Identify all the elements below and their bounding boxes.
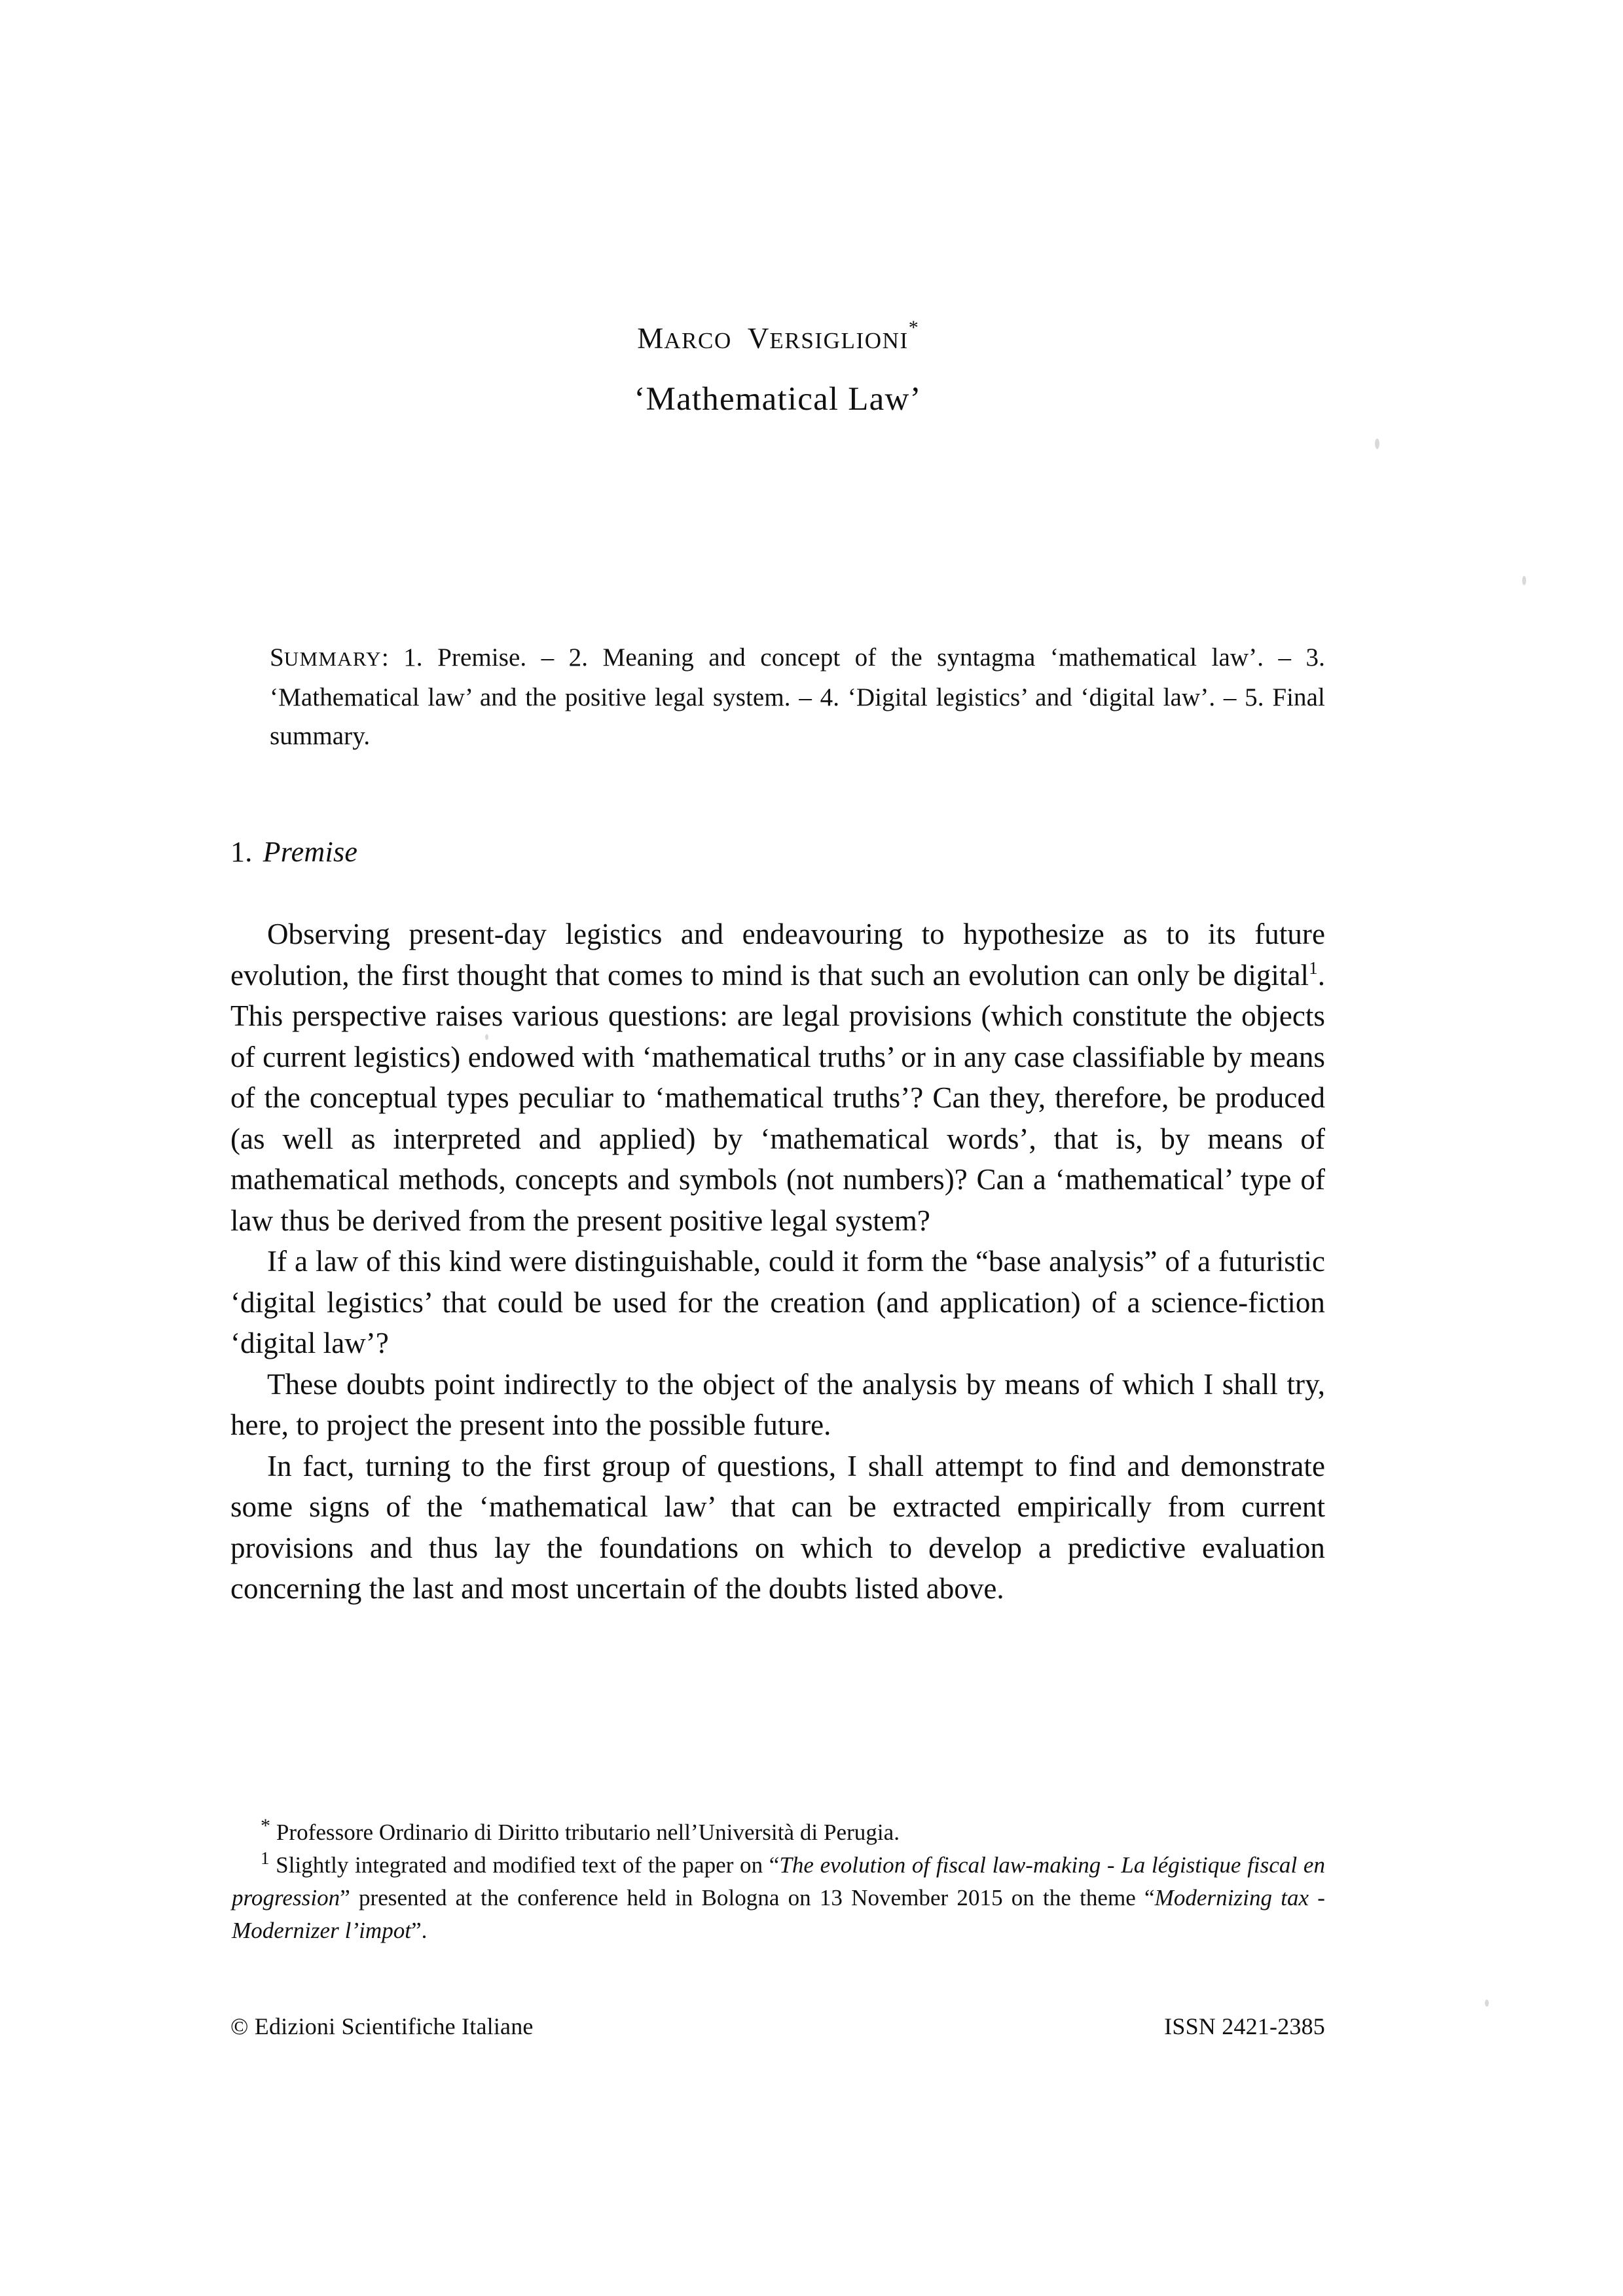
paragraph-2: If a law of this kind were distinguishable, could it form the “base analysis” of a futuristic ‘digital legistics’ that could be used for the creation (and application) of a science-fiction ‘digital law’?: [230, 1245, 1325, 1359]
footnote-star-marker: *: [261, 1815, 271, 1837]
summary-block: [270, 638, 1325, 755]
page-footer: [230, 2013, 1325, 2040]
section-title: Premise: [263, 836, 358, 868]
author-initial-versiglioni: [748, 322, 770, 355]
summary-label-rest: UMMARY: [283, 647, 382, 670]
footnote-1-marker: 1: [261, 1848, 270, 1868]
footnote-1-text-middle: ” presented at the conference held in Bologna on 13 November 2015 on the theme “: [340, 1885, 1155, 1910]
scan-speckle: [1375, 439, 1379, 449]
footnote-star: [232, 1816, 1325, 1849]
footnote-1-text-after: ”.: [411, 1918, 428, 1943]
footnotes-block: [232, 1816, 1325, 1947]
footnote-1: [232, 1849, 1325, 1947]
page-content-column: [230, 0, 1325, 2296]
footer-publisher: © Edizioni Scientifiche Italiane: [230, 2013, 534, 2039]
body-text: [230, 914, 1325, 1609]
section-heading-premise: [230, 836, 357, 868]
author-name: [230, 318, 1325, 353]
scan-speckle: [1485, 2000, 1489, 2007]
footnote-reference-1[interactable]: 1: [1309, 958, 1318, 978]
footnote-star-text: Professore Ordinario di Diritto tributario nell’Università di Perugia.: [270, 1820, 900, 1845]
footnote-1-paper-title: The evolution of fiscal law-making - La légistique fiscal en progression: [232, 1852, 1325, 1910]
author-rest-versiglioni: ERSIGLIONI: [769, 328, 909, 353]
author-initial-marco: M: [637, 322, 665, 355]
title-block: [230, 318, 1325, 418]
paragraph-1-part-2: . This perspective raises various questions: are legal provisions (which constitute the objects of current legistics) endowed with ‘mathematical truths’ or in any case classifiable by means of the conceptual types peculiar to ‘mathematical truths’? Can they, therefore, be produced (as well as interpreted and applied) by ‘mathematical words’, that is, by means of mathematical methods, concepts and symbols (not numbers)? Can a ‘mathematical’ type of law thus be derived from the present positive legal system?: [230, 958, 1325, 1237]
author-rest-marco: ARCO: [664, 328, 732, 353]
author-initial-v-letter: V: [747, 322, 770, 355]
scan-speckle: [1522, 576, 1526, 585]
summary-label-initial: S: [270, 643, 284, 672]
paragraph-3: These doubts point indirectly to the object of the analysis by means of which I shall try, here, to project the present into the possible future.: [230, 1367, 1325, 1441]
page-title: ‘Mathematical Law’: [634, 381, 922, 418]
footer-issn: ISSN 2421-2385: [1164, 2013, 1325, 2039]
author-footnote-marker-icon: *: [908, 317, 919, 338]
footnote-1-text-before: Slightly integrated and modified text of the paper on “: [269, 1852, 780, 1878]
section-number: 1.: [230, 836, 253, 868]
summary-label-colon: :: [381, 643, 389, 672]
summary-text: 1. Premise. – 2. Meaning and concept of the syntagma ‘mathematical law’. – 3. ‘Mathematical law’ and the positive legal system. – 4. ‘Digital legistics’ and ‘digital law’. – 5. Final summary.: [270, 643, 1325, 750]
footnote-1-conference-theme: Modernizing tax - Modernizer l’impot: [232, 1885, 1325, 1943]
paragraph-4: In fact, turning to the first group of questions, I shall attempt to find and demonstrate some signs of the ‘mathematical law’ that can be extracted empirically from current provisions and thus lay the foundations on which to develop a predictive evaluation concerning the last and most uncertain of the doubts listed above.: [230, 1449, 1325, 1605]
paragraph-1-part-1: Observing present-day legistics and endeavouring to hypothesize as to its future evolution, the first thought that comes to mind is that such an evolution can only be digital: [230, 918, 1325, 992]
paragraph-1: [230, 914, 1325, 1241]
